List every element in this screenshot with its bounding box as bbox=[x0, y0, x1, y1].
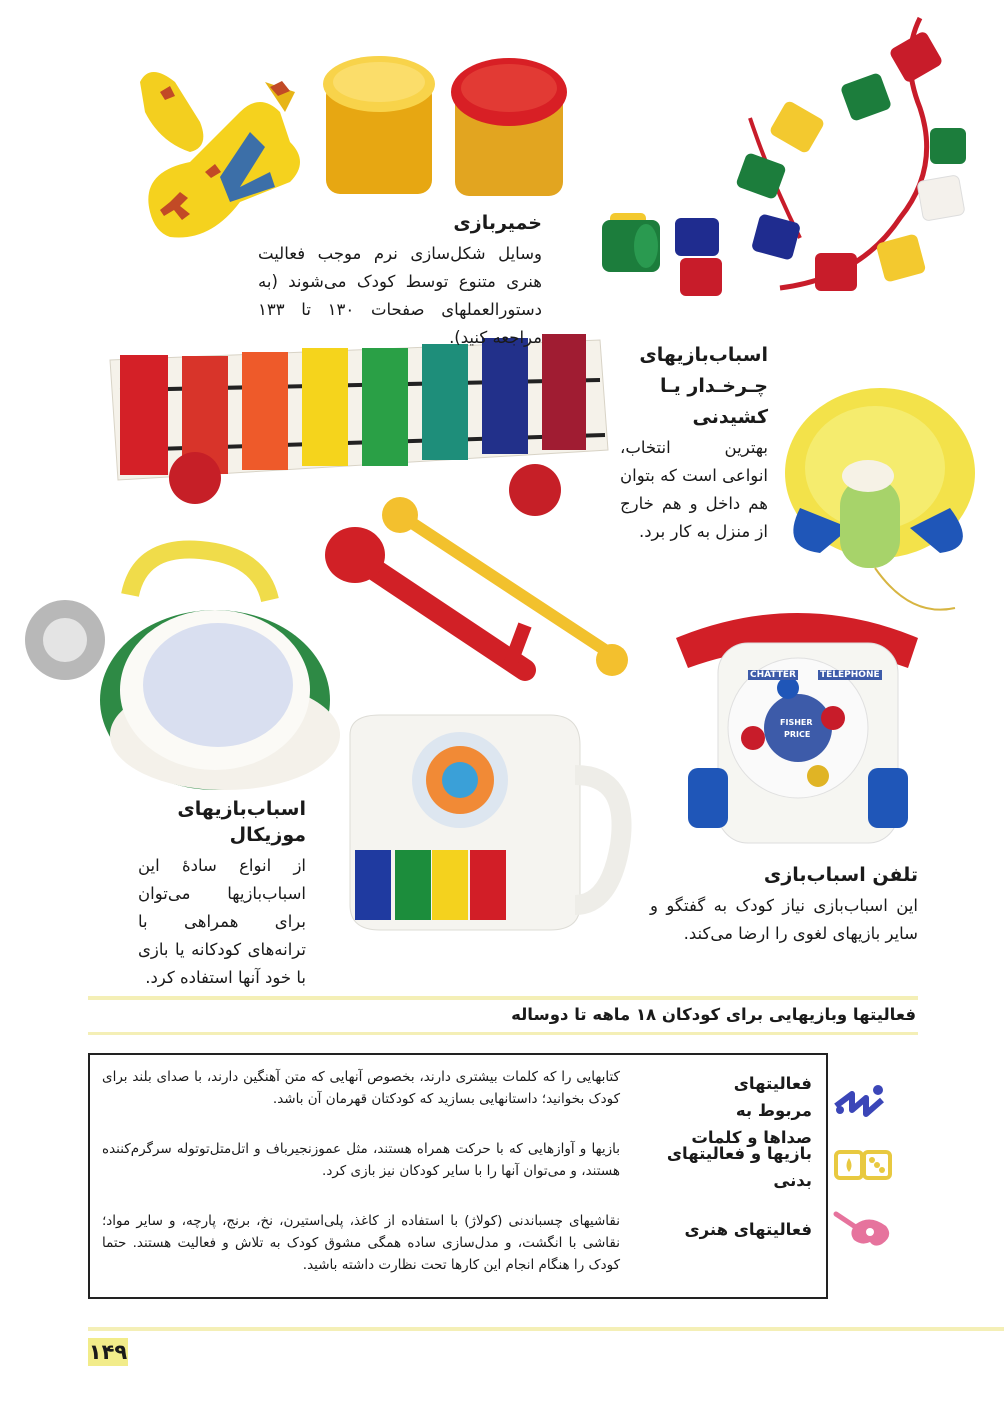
dice-icon bbox=[832, 1146, 894, 1182]
musical-section bbox=[138, 796, 306, 992]
wheeled-heading-3: کشیدنی bbox=[692, 406, 768, 428]
section-rule-mid bbox=[88, 1032, 918, 1035]
phone-heading: تلفن اسباب‌بازی bbox=[763, 864, 918, 886]
activity-text-1: کتابهایی را که کلمات بیشتری دارند، بخصوص آنهایی که متن آهنگین دارند، با صدای بلند برای کودک بخوانید؛ داستانهایی بسازید که کودکتان قهرمان آن باشد. bbox=[102, 1069, 620, 1107]
phone-brand-2: PRICE bbox=[784, 730, 811, 739]
dough-body: وسایل شکل‌سازی نرم موجب فعالیت هنری متنوع توسط کودک می‌شوند (به دستورالعملهای صفحات ۱۳۰ تا ۱۳۳ مراجعه کنید). bbox=[258, 244, 542, 347]
section-rule-top bbox=[88, 996, 918, 1000]
drumsticks-toy bbox=[325, 495, 645, 705]
bead-green bbox=[598, 212, 668, 282]
activity-title-3: فعالیتهای هنری bbox=[684, 1220, 812, 1239]
activity-text-3: نقاشیهای چسباندنی (کولاژ) با استفاده از کاغذ، پلی‌استیرن، نخ، برنج، پارچه، و سایر مواد؛ نقاشی با انگشت، و مدل‌سازی ساده همگی مشوق کودک به تلاش و فعالیت هستند. حتما کودک را هنگام انجام این کارها تحت نظارت داشته باشید. bbox=[102, 1213, 620, 1273]
phone-section bbox=[650, 862, 918, 948]
phone-body: این اسباب‌بازی نیاز کودک به گفتگو و سایر بازیهای لغوی را ارضا می‌کند. bbox=[650, 896, 918, 943]
musical-body: از انواع سادهٔ این اسباب‌بازیها می‌توان برای همراهی با ترانه‌های کودکانه یا بازی با خود آنها استفاده کرد. bbox=[138, 856, 306, 987]
activity-title-2: بازیها و فعالیتهای بدنی bbox=[666, 1144, 812, 1190]
phone-label-right: TELEPHONE bbox=[820, 670, 880, 680]
music-drum-toy bbox=[20, 525, 330, 795]
wheeled-section bbox=[620, 342, 768, 546]
mini-piano-toy bbox=[320, 705, 630, 945]
page-number: ۱۴۹ bbox=[88, 1340, 128, 1364]
pull-turtle-toy bbox=[780, 368, 980, 598]
paint-palette-icon bbox=[830, 1206, 896, 1252]
wheeled-heading-2: چـرخـدار یـا bbox=[660, 375, 768, 397]
dough-heading: خمیربازی bbox=[453, 212, 542, 234]
activity-text-2: بازیها و آوازهایی که با حرکت همراه هستند، مثل عموزنجیرباف و اتل‌متل‌توتوله سرگرم‌کننده هستند، و می‌توان آنها را با سایر کودکان نیز بازی کرد. bbox=[102, 1141, 620, 1179]
activities-heading: فعالیتها وبازیهایی برای کودکان ۱۸ ماهه تا دوساله bbox=[511, 1005, 916, 1024]
music-notes-icon bbox=[832, 1080, 892, 1118]
phone-label-left: CHATTER bbox=[750, 670, 796, 680]
activity-title-1: فعالیتهای مربوط به صداها و کلمات bbox=[691, 1074, 812, 1147]
phone-brand-1: FISHER bbox=[780, 718, 813, 727]
wheeled-heading-1: اسباب‌بازیهای bbox=[639, 344, 768, 366]
wheeled-body: بهترین انتخاب، انواعی است که بتوان هم داخل و هم خارج از منزل به کار برد. bbox=[620, 438, 768, 541]
xylophone-toy bbox=[100, 330, 620, 520]
chatter-telephone-toy bbox=[668, 598, 928, 850]
musical-heading: اسباب‌بازیهای موزیکال bbox=[177, 798, 306, 846]
section-rule-bottom bbox=[88, 1327, 1004, 1331]
dough-section bbox=[258, 210, 542, 352]
dough-pot-yellow bbox=[318, 52, 443, 202]
